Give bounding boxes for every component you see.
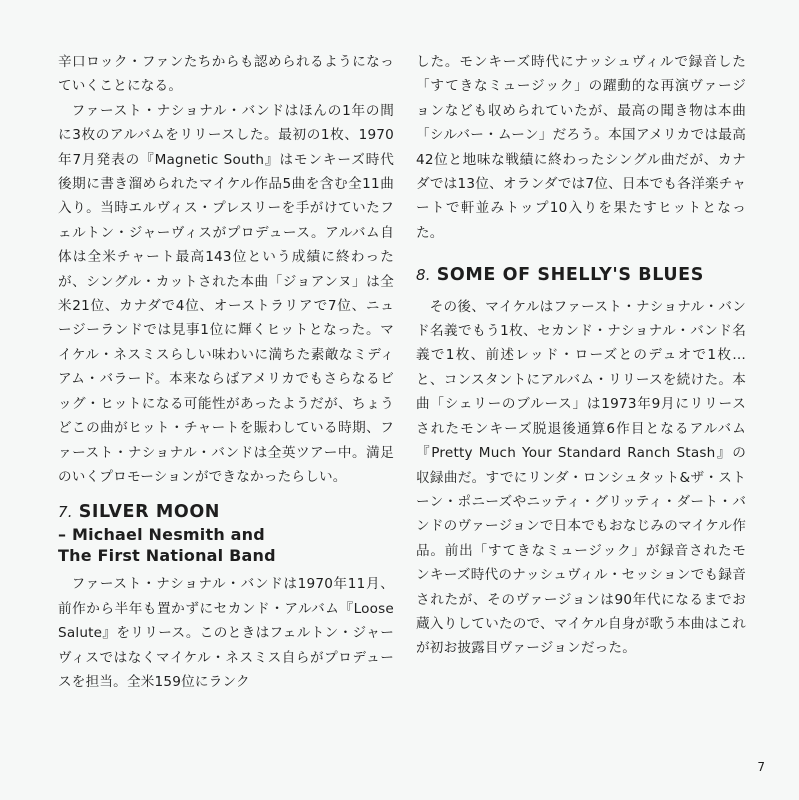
section-title: SILVER MOON [78, 502, 221, 523]
paragraph-1: 辛口ロック・ファンたちからも認められるようになっていくことになる。 [58, 54, 394, 95]
section-heading-7 [58, 501, 394, 566]
section-heading-8 [416, 263, 746, 288]
paragraph-3: ファースト・ナショナル・バンドは1970年11月、前作から半年も置かずにセカンド・アルバム『Loose Salute』をリリース。このときはフェルトン・ジャーヴィスではなくマイケル・ネスミス自らがプロデュースを担当。全米159位にランク [58, 576, 394, 690]
section-title: SOME OF SHELLY'S BLUES [436, 265, 704, 286]
paragraph-4: その後、マイケルはファースト・ナショナル・バンド名義でもう1枚、セカンド・ナショナル・バンド名義で1枚、前述レッド・ローズとのデュオで1枚…と、コンスタントにアルバム・リリースを続けた。本曲「シェリーのブルース」は1973年9月にリリースされたモンキーズ脱退後通算6作目となるアルバム『Pretty Much Your Standard Ranch Stash』の収録曲だ。すでにリンダ・ロンシュタット&ザ・ストーン・ポニーズやニッティ・グリッティ・ダート・バンドのヴァージョンで日本でもおなじみのマイケル作品。前出「すてきなミュージック」が録音されたモンキーズ時代のナッシュヴィル・セッションでも録音されたが、そのヴァージョンは90年代になるまでお蔵入りしていたので、マイケル自身が歌う本曲はこれが初お披露目ヴァージョンだった。 [416, 298, 746, 657]
paragraph-continued: した。モンキーズ時代にナッシュヴィルで録音した「すてきなミュージック」の躍動的な再演ヴァージョンなども収められていたが、最高の聞き物は本曲「シルバー・ムーン」だろう。本国アメリカでは最高42位と地味な戦績に終わったシングル曲だが、カナダでは13位、オランダでは7位、日本でも各洋楽チャートで軒並みトップ10入りを果たすヒットとなった。 [416, 54, 746, 241]
section-number: 7. [58, 503, 73, 522]
page-number: 7 [757, 760, 765, 774]
left-column [58, 50, 394, 694]
paragraph-2: ファースト・ナショナル・バンドはほんの1年の間に3枚のアルバムをリリースした。最初の1枚、1970年7月発表の『Magnetic South』はモンキーズ時代後期に書き溜められたマイケル作品5曲を含む全11曲入り。当時エルヴィス・プレスリーを手がけていたフェルトン・ジャーヴィスがプロデュース。アルバム自体は全米チャート最高143位という成績に終わったが、シングル・カットされた本曲「ジョアンヌ」は全米21位、カナダで4位、オーストラリアで7位、ニュージーランドでは見事1位に輝くヒットとなった。マイケル・ネスミスらしい味わいに満ちた素敵なミディアム・バラード。本来ならばアメリカでもさらなるビッグ・ヒットになる可能性があったようだが、ちょうどこの曲がヒット・チャートを賑わしている時期、ファースト・ナショナル・バンドは全英ツアー中。満足のいくプロモーションができなかったらしい。 [58, 102, 394, 485]
section-subtitle-line2: The First National Band [58, 546, 276, 566]
section-number: 8. [416, 266, 431, 285]
section-subtitle-line1: – Michael Nesmith and [58, 525, 265, 545]
right-column [416, 50, 746, 661]
